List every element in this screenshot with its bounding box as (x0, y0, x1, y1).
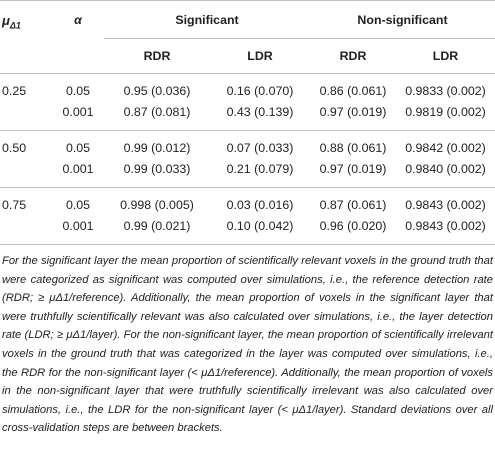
non-significant-ldr-cell: 0.9840 (0.002) (405, 162, 486, 177)
table-row (0, 159, 495, 188)
non-significant-rdr-cell: 0.97 (0.019) (319, 162, 387, 177)
table-row (0, 188, 495, 216)
non-significant-rdr-cell: 0.97 (0.019) (319, 105, 387, 120)
mu-cell: 0.50 (2, 140, 27, 155)
significant-ldr-cell: 0.07 (0.033) (226, 140, 294, 155)
alpha-cell: 0.05 (65, 83, 91, 98)
non-significant-ldr-cell: 0.9843 (0.002) (405, 197, 486, 212)
non-significant-rdr-cell: 0.88 (0.061) (319, 140, 387, 155)
significant-rdr-cell: 0.95 (0.036) (123, 83, 191, 98)
significant-ldr-cell: 0.43 (0.139) (226, 105, 294, 120)
significant-rdr-cell: 0.99 (0.033) (123, 162, 191, 177)
alpha-header: α (74, 13, 82, 27)
non-significant-ldr-cell: 0.9833 (0.002) (405, 83, 486, 98)
table-row (0, 102, 495, 131)
significant-rdr-cell: 0.998 (0.005) (120, 197, 194, 212)
non-significant-ldr-cell: 0.9843 (0.002) (405, 219, 486, 234)
significant-ldr-cell: 0.21 (0.079) (226, 162, 294, 177)
mu-header: $\mu_{\Delta 1}$ (2, 13, 21, 31)
table-footnote: For the significant layer the mean proportion of scientifically relevant voxels in the ground truth that were categorized as significant was computed over simulations, i.e., the reference detection rate (RDR; ≥ μΔ1/reference). Additionally, the mean proportion of voxels in the significant layer that were truthfully scientifically relevant was also calculated over simulations, i.e., the layer detection rate (LDR; ≥ μΔ1/layer). For the non-significant layer, the mean proportion of scientifically irrelevant voxels in the ground truth that was categorized in the layer was computed over simulations, i.e., the RDR for the non-significant layer (< μΔ1/reference). Additionally, the mean proportion of voxels in the non-significant layer that were truthfully scientifically irrelevant was also calculated over simulations, i.e., the LDR for the non-significant layer (< μΔ1/layer). Standard deviations over all cross-validation steps are between brackets. (0, 244, 495, 438)
non-significant-rdr-cell: 0.87 (0.061) (319, 197, 387, 212)
alpha-cell: 0.05 (65, 140, 91, 155)
non-significant-ldr-cell: 0.9842 (0.002) (405, 140, 486, 155)
significant-header: Significant (104, 1, 310, 39)
mu-cell: 0.75 (2, 197, 27, 212)
significant-ldr-cell: 0.10 (0.042) (226, 219, 294, 234)
significant-ldr-header: LDR (247, 49, 273, 63)
alpha-cell: 0.001 (62, 105, 94, 120)
non-significant-rdr-cell: 0.86 (0.061) (319, 83, 387, 98)
non-significant-rdr-cell: 0.96 (0.020) (319, 219, 387, 234)
significant-ldr-cell: 0.03 (0.016) (226, 197, 294, 212)
non-significant-rdr-header: RDR (339, 49, 367, 63)
significant-ldr-cell: 0.16 (0.070) (226, 83, 294, 98)
non-significant-ldr-header: LDR (432, 49, 459, 63)
significant-rdr-cell: 0.99 (0.021) (123, 219, 191, 234)
significant-rdr-header: RDR (143, 49, 171, 63)
table-row (0, 216, 495, 245)
significant-rdr-cell: 0.87 (0.081) (123, 105, 191, 120)
non-significant-header: Non-significant (310, 1, 495, 39)
alpha-cell: 0.05 (65, 197, 91, 212)
mu-cell: 0.25 (2, 83, 27, 98)
alpha-cell: 0.001 (62, 219, 94, 234)
significant-rdr-cell: 0.99 (0.012) (123, 140, 191, 155)
alpha-cell: 0.001 (62, 162, 94, 177)
non-significant-ldr-cell: 0.9819 (0.002) (405, 105, 486, 120)
table-row (0, 131, 495, 159)
table-row (0, 74, 495, 102)
